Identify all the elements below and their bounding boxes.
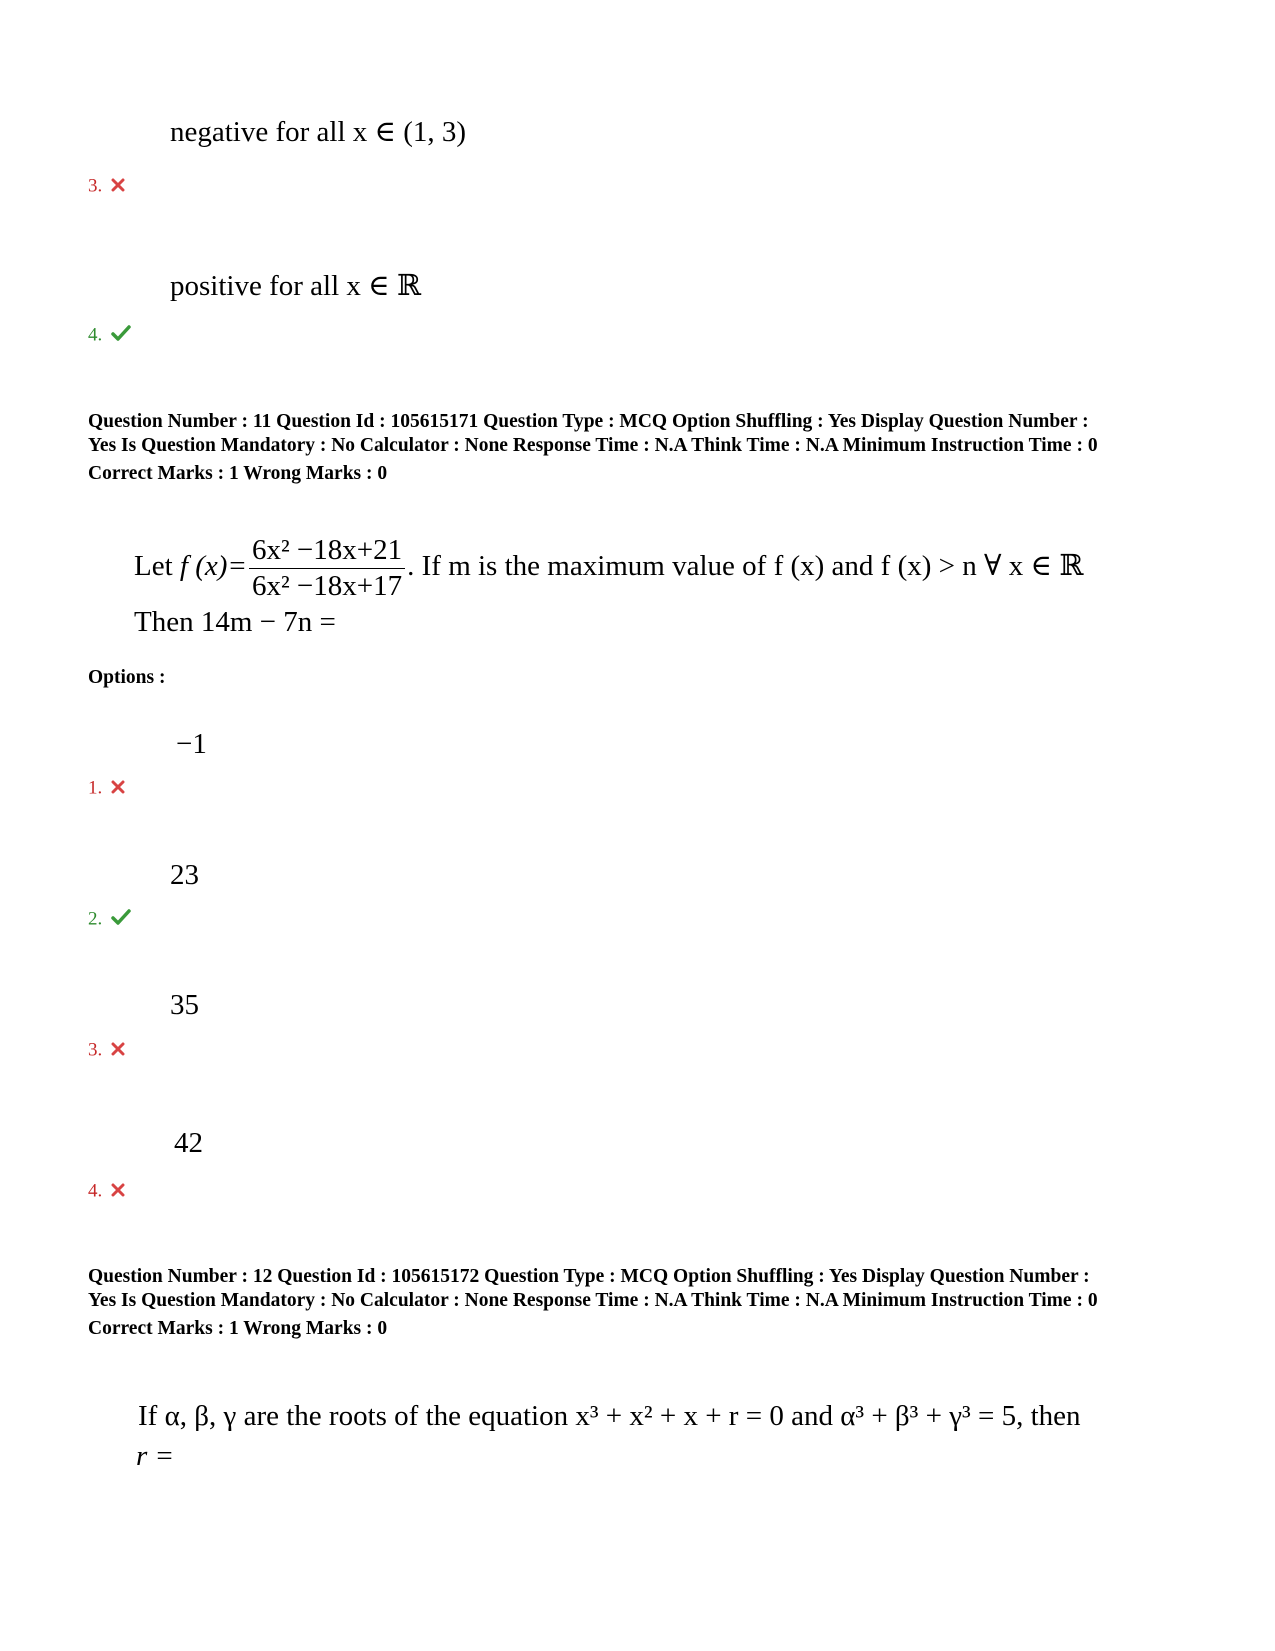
q11-stem-rest: . If m is the maximum value of f (x) and f (x) > n ∀ x ∈ ℝ bbox=[407, 550, 1084, 583]
prev-option-3-marker bbox=[88, 175, 125, 198]
q11-option-2-marker bbox=[88, 908, 131, 931]
option-number: 4. bbox=[88, 1180, 103, 1202]
prev-option-3-text: negative for all x ∈ (1, 3) bbox=[170, 116, 467, 148]
q11-meta-line3: Correct Marks : 1 Wrong Marks : 0 bbox=[88, 463, 388, 484]
option-number: 4. bbox=[88, 324, 103, 346]
q11-option-1-value: −1 bbox=[176, 728, 207, 760]
q11-options-label: Options : bbox=[88, 667, 166, 688]
cross-icon bbox=[111, 1181, 125, 1203]
check-icon bbox=[111, 909, 131, 931]
option-number: 2. bbox=[88, 908, 103, 930]
option-number: 3. bbox=[88, 175, 103, 197]
option-number: 3. bbox=[88, 1039, 103, 1061]
cross-icon bbox=[111, 176, 125, 198]
q11-option-1-marker bbox=[88, 777, 125, 800]
q11-option-2-value: 23 bbox=[170, 859, 199, 891]
q12-stem-line2: r = bbox=[136, 1440, 175, 1472]
q12-meta-line2: Yes Is Question Mandatory : No Calculator : None Response Time : N.A Think Time : N.A Minimum Instruction Time : 0 bbox=[88, 1290, 1098, 1311]
check-icon bbox=[111, 325, 131, 347]
option-number: 1. bbox=[88, 777, 103, 799]
q11-stem-line2: Then 14m − 7n = bbox=[134, 606, 336, 638]
q11-meta-line1: Question Number : 11 Question Id : 105615171 Question Type : MCQ Option Shuffling : Yes Display Question Number : bbox=[88, 411, 1089, 432]
q11-option-3-value: 35 bbox=[170, 989, 199, 1021]
q11-option-4-value: 42 bbox=[174, 1127, 203, 1159]
q12-meta-line1: Question Number : 12 Question Id : 105615172 Question Type : MCQ Option Shuffling : Yes Display Question Number : bbox=[88, 1266, 1090, 1287]
q11-option-4-marker bbox=[88, 1180, 125, 1203]
q11-let: Let bbox=[134, 550, 173, 583]
q11-option-3-marker bbox=[88, 1039, 125, 1062]
q12-meta-line3: Correct Marks : 1 Wrong Marks : 0 bbox=[88, 1318, 388, 1339]
q11-meta bbox=[88, 410, 1098, 486]
q12-stem-line1: If α, β, γ are the roots of the equation x³ + x² + x + r = 0 and α³ + β³ + γ³ = 5, then bbox=[138, 1400, 1081, 1432]
cross-icon bbox=[111, 778, 125, 800]
cross-icon bbox=[111, 1040, 125, 1062]
q11-meta-line2: Yes Is Question Mandatory : No Calculator : None Response Time : N.A Think Time : N.A Minimum Instruction Time : 0 bbox=[88, 435, 1098, 456]
q11-denominator: 6x² −18x+17 bbox=[251, 570, 403, 602]
prev-option-4-marker bbox=[88, 324, 131, 347]
q11-stem-line1 bbox=[134, 534, 1083, 603]
q12-meta bbox=[88, 1265, 1098, 1341]
q11-numerator: 6x² −18x+21 bbox=[249, 534, 405, 569]
q11-fraction bbox=[249, 534, 405, 603]
q11-fx: f (x)= bbox=[179, 550, 247, 583]
prev-option-4-text: positive for all x ∈ ℝ bbox=[170, 270, 421, 302]
